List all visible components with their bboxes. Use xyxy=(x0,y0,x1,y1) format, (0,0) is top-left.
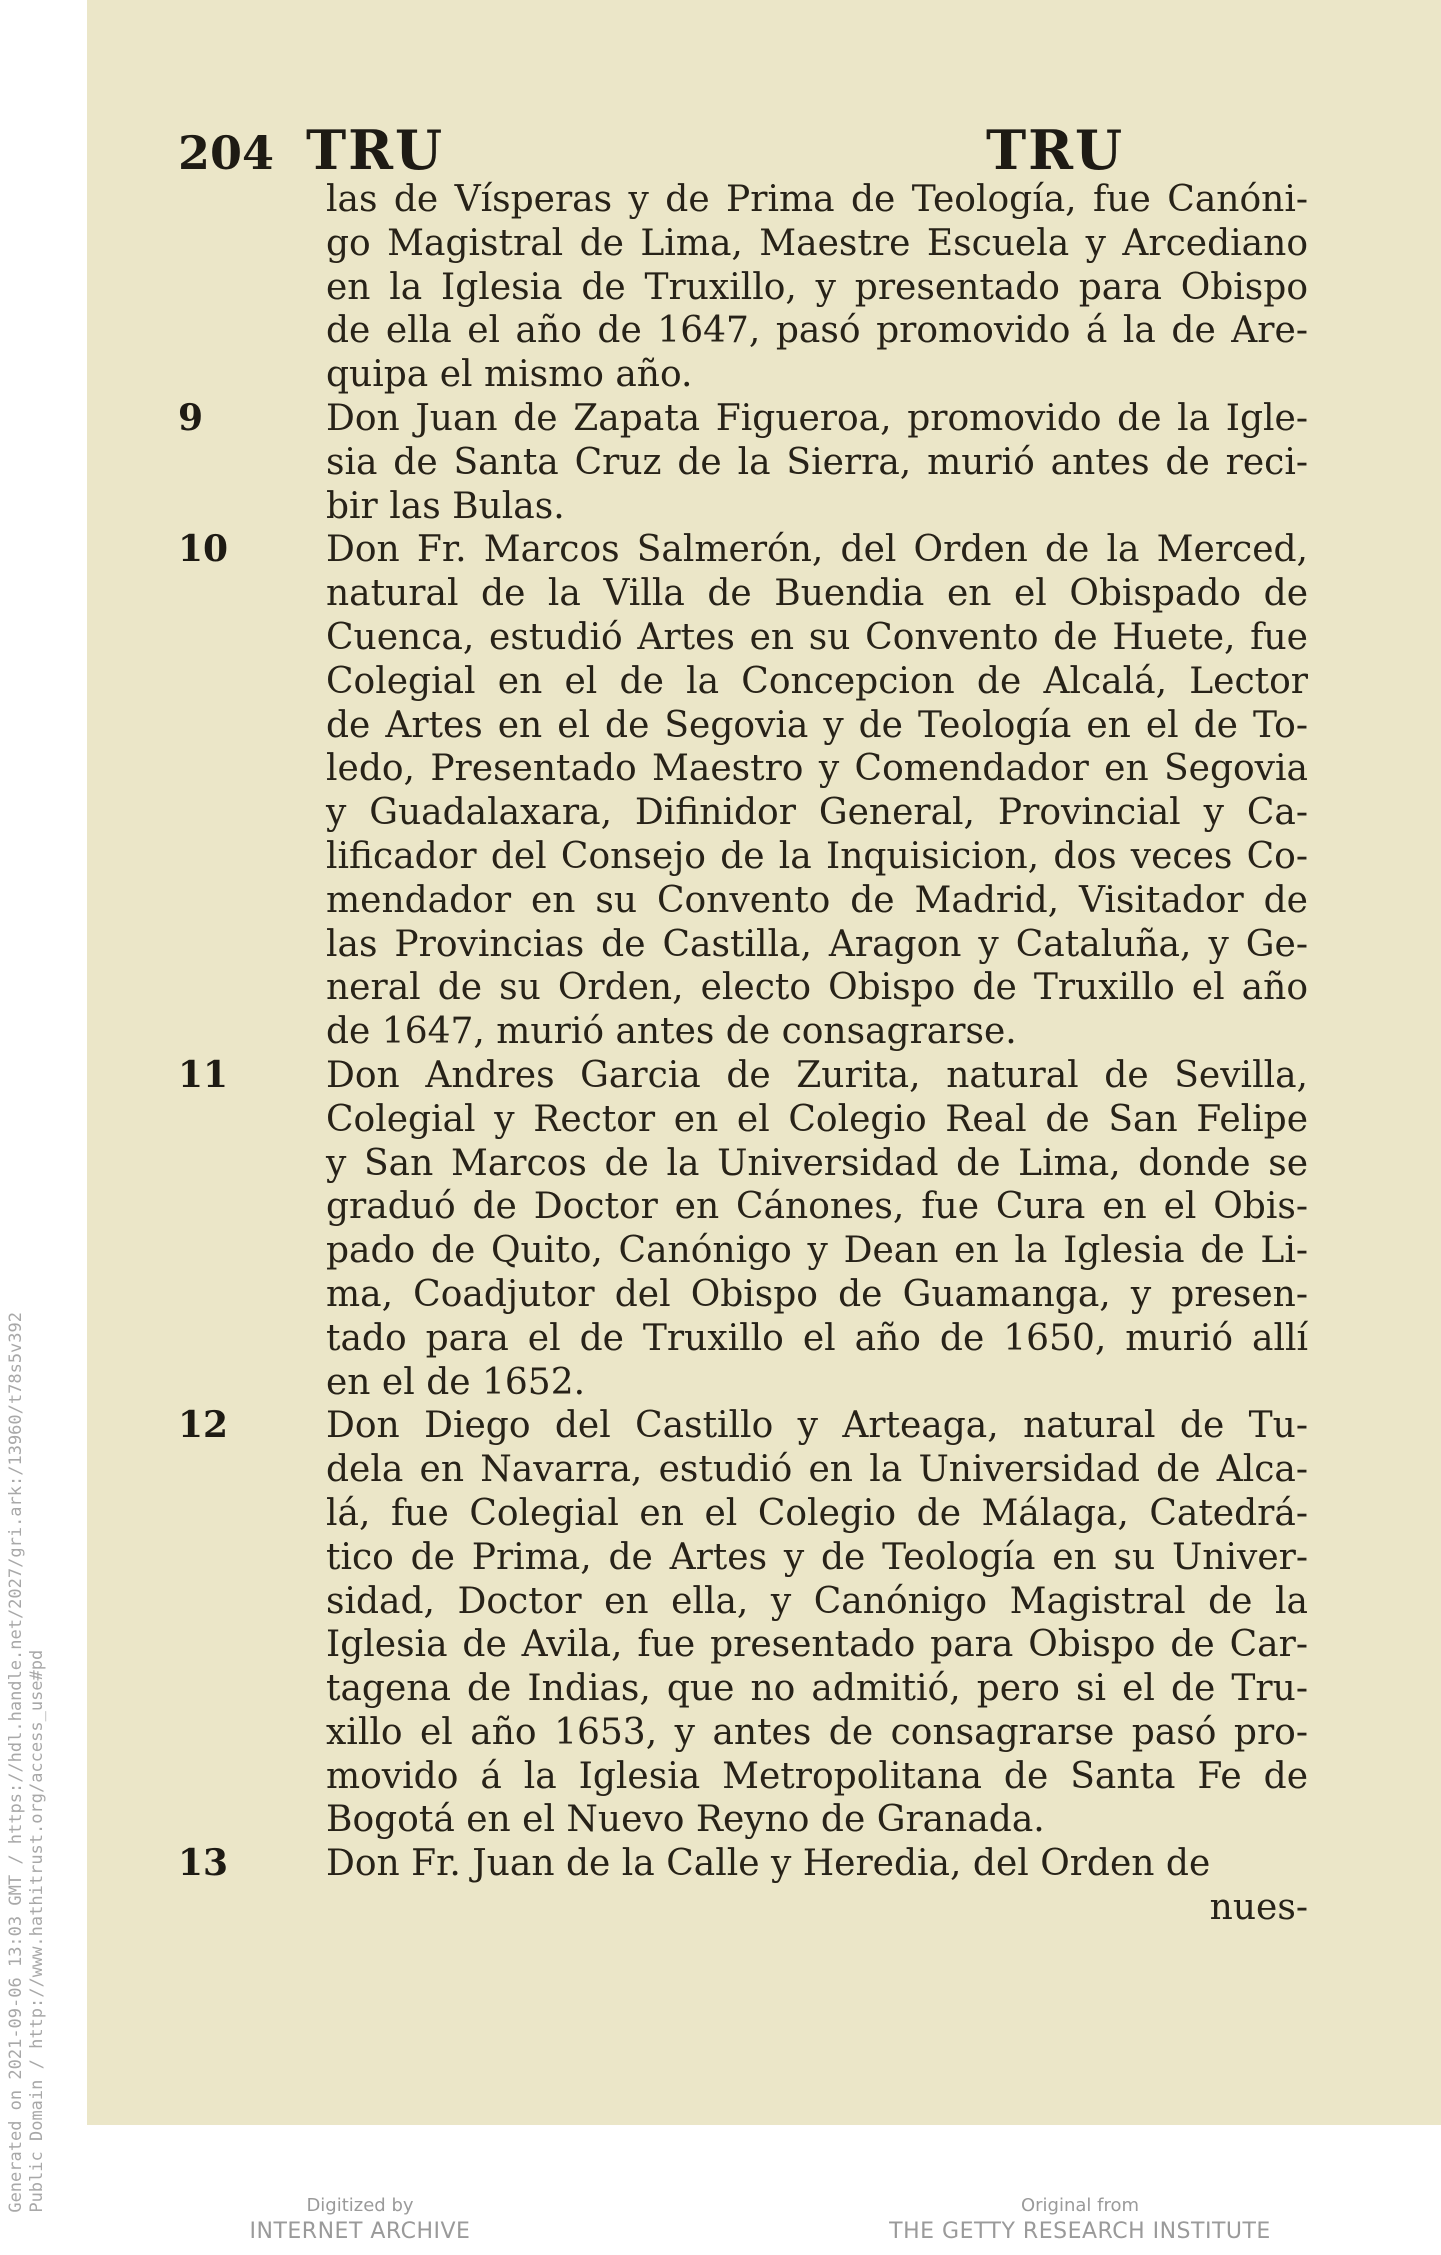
line-text: Cuenca, estudió Artes en su Convento de Huete, fue xyxy=(326,616,1308,658)
footer xyxy=(0,2195,1441,2255)
line-text: movido á la Iglesia Metropolitana de Santa Fe de xyxy=(326,1755,1308,1797)
digitized-by-credit xyxy=(230,2195,490,2247)
line-text: Don Fr. Juan de la Calle y Heredia, del Orden de xyxy=(326,1843,1211,1885)
text-line xyxy=(178,309,1308,353)
line-text: sidad, Doctor en ella, y Canónigo Magistral de la xyxy=(326,1580,1308,1622)
line-text: xillo el año 1653, y antes de consagrarse pasó pro- xyxy=(326,1711,1308,1753)
text-line xyxy=(178,1580,1308,1624)
text-line xyxy=(178,1667,1308,1711)
text-line xyxy=(178,1054,1308,1098)
line-text: dela en Navarra, estudió en la Universidad de Alca- xyxy=(326,1449,1308,1491)
line-text: neral de su Orden, electo Obispo de Truxillo el año xyxy=(326,967,1308,1009)
entry-number: 9 xyxy=(178,396,204,439)
entry-number: 13 xyxy=(178,1842,229,1885)
catchword-line xyxy=(178,1886,1308,1930)
line-text: Colegial en el de la Concepcion de Alcalá, Lector xyxy=(326,660,1308,702)
text-line xyxy=(178,528,1308,572)
line-text: Iglesia de Avila, fue presentado para Obispo de Car- xyxy=(326,1624,1308,1666)
line-text: pado de Quito, Canónigo y Dean en la Iglesia de Li- xyxy=(326,1230,1308,1272)
text-line xyxy=(178,1448,1308,1492)
watermark-line-2: Public Domain / http://www.hathitrust.org/access_use#pd xyxy=(27,1650,47,2213)
text-line xyxy=(178,1142,1308,1186)
line-text: Bogotá en el Nuevo Reyno de Granada. xyxy=(326,1799,1045,1841)
text-line xyxy=(178,353,1308,397)
text-line xyxy=(178,1404,1308,1448)
text-line xyxy=(178,879,1308,923)
catchword: nues- xyxy=(1209,1887,1308,1929)
original-from-name: THE GETTY RESEARCH INSTITUTE xyxy=(889,2219,1271,2244)
text-line xyxy=(178,791,1308,835)
text-line xyxy=(178,923,1308,967)
page-body xyxy=(178,178,1308,1930)
line-text: las Provincias de Castilla, Aragon y Cataluña, y Ge- xyxy=(326,923,1308,965)
entry-number: 11 xyxy=(178,1053,229,1096)
text-line xyxy=(178,616,1308,660)
text-line xyxy=(178,1185,1308,1229)
text-line xyxy=(178,222,1308,266)
line-text: graduó de Doctor en Cánones, fue Cura en el Obis- xyxy=(326,1186,1308,1228)
line-text: tico de Prima, de Artes y de Teología en su Univer- xyxy=(326,1536,1308,1578)
line-text: ma, Coadjutor del Obispo de Guamanga, y presen- xyxy=(326,1273,1308,1315)
text-line xyxy=(178,704,1308,748)
text-line xyxy=(178,441,1308,485)
text-line xyxy=(178,747,1308,791)
page-number: 204 xyxy=(178,126,275,180)
text-line xyxy=(178,835,1308,879)
text-line xyxy=(178,266,1308,310)
line-text: Don Juan de Zapata Figueroa, promovido de la Igle- xyxy=(326,397,1308,439)
line-text: tagena de Indias, que no admitió, pero si el de Tru- xyxy=(326,1668,1308,1710)
text-line xyxy=(178,1536,1308,1580)
line-text: y San Marcos de la Universidad de Lima, donde se xyxy=(326,1142,1308,1184)
running-head-left: TRU xyxy=(306,118,445,182)
entry-number: 10 xyxy=(178,528,229,571)
text-line xyxy=(178,178,1308,222)
text-line xyxy=(178,485,1308,529)
line-text: de ella el año de 1647, pasó promovido á la de Are- xyxy=(326,310,1308,352)
line-text: ledo, Presentado Maestro y Comendador en Segovia xyxy=(326,748,1308,790)
text-line xyxy=(178,397,1308,441)
watermark-text xyxy=(6,1312,48,2213)
page-header xyxy=(178,112,1125,182)
line-text: lá, fue Colegial en el Colegio de Málaga, Catedrá- xyxy=(326,1492,1308,1534)
text-line xyxy=(178,1842,1308,1886)
running-head-right: TRU xyxy=(986,118,1125,182)
line-text: las de Vísperas y de Prima de Teología, fue Canóni- xyxy=(326,179,1308,220)
line-text: en la Iglesia de Truxillo, y presentado para Obispo xyxy=(326,266,1308,308)
line-text: de Artes en el de Segovia y de Teología en el de To- xyxy=(326,704,1308,746)
original-from-credit xyxy=(880,2195,1280,2247)
line-text: Don Andres Garcia de Zurita, natural de Sevilla, xyxy=(326,1054,1308,1096)
line-text: Don Diego del Castillo y Arteaga, natural de Tu- xyxy=(326,1405,1308,1447)
text-line xyxy=(178,1098,1308,1142)
line-text: Don Fr. Marcos Salmerón, del Orden de la Merced, xyxy=(326,529,1308,571)
text-line xyxy=(178,1361,1308,1405)
line-text: tado para el de Truxillo el año de 1650, murió allí xyxy=(326,1317,1308,1359)
line-text: en el de 1652. xyxy=(326,1361,586,1403)
line-text: de 1647, murió antes de consagrarse. xyxy=(326,1011,1017,1053)
hathitrust-watermark xyxy=(0,0,60,2255)
text-line xyxy=(178,1623,1308,1667)
line-text: bir las Bulas. xyxy=(326,485,565,527)
text-line xyxy=(178,966,1308,1010)
text-line xyxy=(178,1010,1308,1054)
line-text: sia de Santa Cruz de la Sierra, murió antes de reci- xyxy=(326,441,1308,483)
line-text: y Guadalaxara, Difinidor General, Provincial y Ca- xyxy=(326,792,1308,834)
watermark-line-1: Generated on 2021-09-06 13:03 GMT / https://hdl.handle.net/2027/gri.ark:/13960/t78s5v392 xyxy=(6,1312,26,2213)
digitized-by-label: Digitized by xyxy=(306,2195,414,2216)
text-line xyxy=(178,1798,1308,1842)
digitized-by-name: INTERNET ARCHIVE xyxy=(249,2219,471,2244)
line-text: mendador en su Convento de Madrid, Visitador de xyxy=(326,879,1308,921)
text-line xyxy=(178,1317,1308,1361)
original-from-label: Original from xyxy=(1020,2195,1140,2216)
text-line xyxy=(178,1492,1308,1536)
text-line xyxy=(178,660,1308,704)
text-line xyxy=(178,1755,1308,1799)
line-text: natural de la Villa de Buendia en el Obispado de xyxy=(326,573,1308,615)
line-text: lificador del Consejo de la Inquisicion, dos veces Co- xyxy=(326,835,1308,877)
line-text: Colegial y Rector en el Colegio Real de San Felipe xyxy=(326,1098,1308,1140)
line-text: go Magistral de Lima, Maestre Escuela y Arcediano xyxy=(326,222,1308,264)
text-line xyxy=(178,1273,1308,1317)
text-line xyxy=(178,1229,1308,1273)
entry-number: 12 xyxy=(178,1404,229,1447)
text-line xyxy=(178,572,1308,616)
text-line xyxy=(178,1711,1308,1755)
line-text: quipa el mismo año. xyxy=(326,354,693,396)
